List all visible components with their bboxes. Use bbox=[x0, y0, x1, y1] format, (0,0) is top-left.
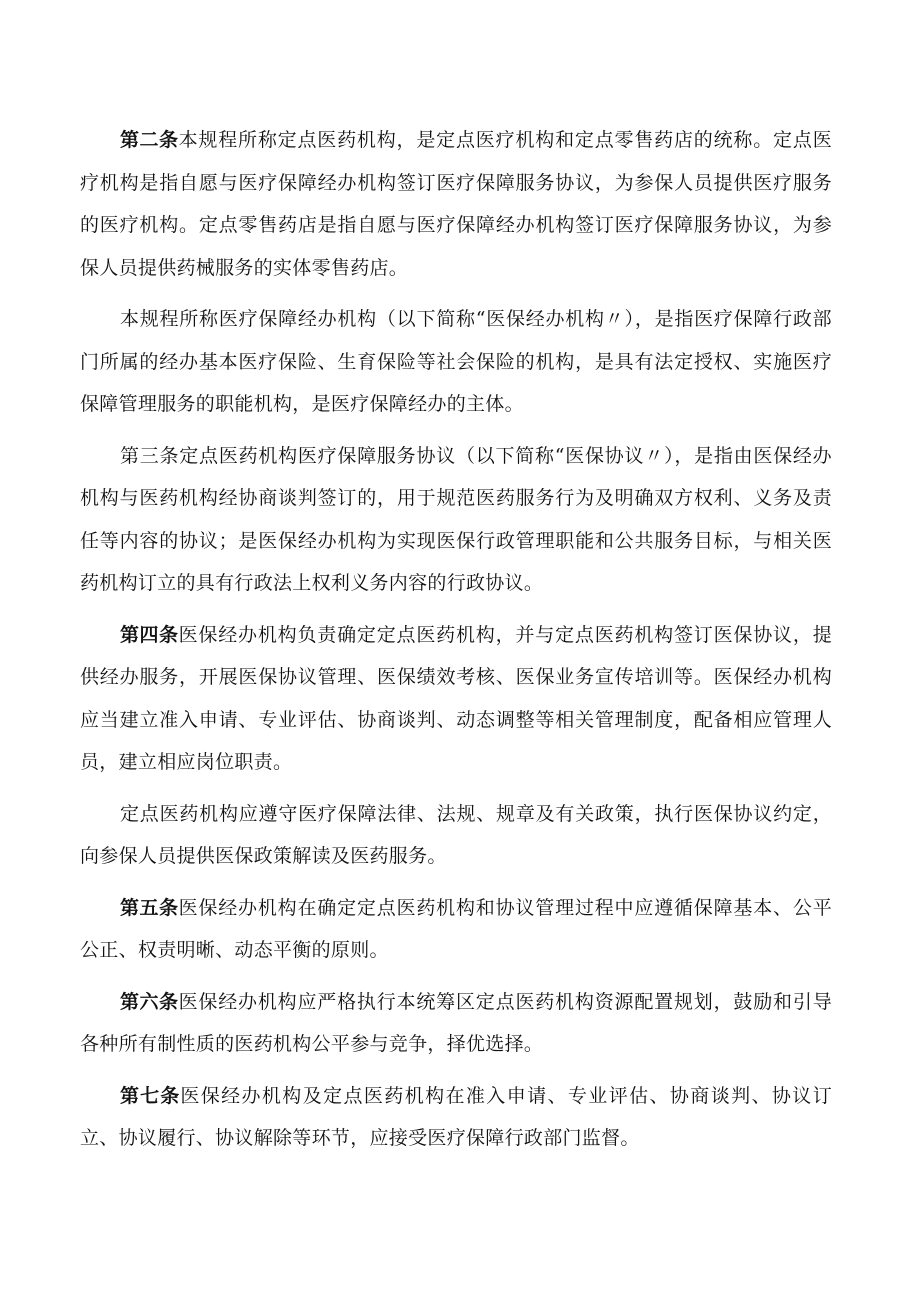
paragraph-article-5 bbox=[80, 887, 832, 972]
paragraph-text: 医保经办机构负责确定定点医药机构，并与定点医药机构签订医保协议，提供经办服务，开展医保协议管理、医保绩效考核、医保业务宣传培训等。医保经办机构应当建立准入申请、专业评估、协商谈判、动态调整等相关管理制度，配备相应管理人员，建立相应岗位职责。 bbox=[80, 623, 832, 773]
paragraph-article-7 bbox=[80, 1075, 832, 1160]
paragraph-text: 本规程所称定点医药机构，是定点医疗机构和定点零售药店的统称。定点医疗机构是指自愿与医疗保障经办机构签订医疗保障服务协议，为参保人员提供医疗服务的医疗机构。定点零售药店是指自愿与医疗保障经办机构签订医疗保障服务协议，为参保人员提供药械服务的实体零售药店。 bbox=[80, 129, 832, 279]
paragraph-article-6 bbox=[80, 981, 832, 1066]
paragraph-text: 定点医药机构应遵守医疗保障法律、法规、规章及有关政策，执行医保协议约定，向参保人员提供医保政策解读及医药服务。 bbox=[80, 802, 832, 867]
paragraph-text: 医保经办机构及定点医药机构在准入申请、专业评估、协商谈判、协议订立、协议履行、协议解除等环节，应接受医疗保障行政部门监督。 bbox=[80, 1084, 832, 1149]
paragraph-text: 医保经办机构应严格执行本统筹区定点医药机构资源配置规划，鼓励和引导各种所有制性质的医药机构公平参与竞争，择优选择。 bbox=[80, 990, 832, 1055]
paragraph-agency-definition bbox=[80, 298, 832, 426]
paragraph-text: 本规程所称医疗保障经办机构（以下简称“医保经办机构〃），是指医疗保障行政部门所属的经办基本医疗保险、生育保险等社会保险的机构，是具有法定授权、实施医疗保障管理服务的职能机构，是医疗保障经办的主体。 bbox=[80, 308, 832, 415]
article-heading: 第四条 bbox=[120, 623, 179, 646]
paragraph-article-2 bbox=[80, 119, 832, 289]
paragraph-article-4 bbox=[80, 614, 832, 784]
article-heading: 第七条 bbox=[120, 1084, 181, 1107]
paragraph-text: 医保经办机构在确定定点医药机构和协议管理过程中应遵循保障基本、公平公正、权责明晰、动态平衡的原则。 bbox=[80, 896, 832, 961]
article-heading: 第六条 bbox=[120, 990, 179, 1013]
article-heading: 第二条 bbox=[120, 129, 179, 151]
paragraph-institution-obligations bbox=[80, 793, 832, 878]
document-page bbox=[80, 119, 832, 1169]
paragraph-text: 第三条定点医药机构医疗保障服务协议（以下简称“医保协议〃），是指由医保经办机构与医药机构经协商谈判签订的，用于规范医药服务行为及明确双方权利、义务及责任等内容的协议；是医保经办机构为实现医保行政管理职能和公共服务目标，与相关医药机构订立的具有行政法上权利义务内容的行政协议。 bbox=[80, 444, 832, 594]
paragraph-article-3 bbox=[80, 435, 832, 605]
article-heading: 第五条 bbox=[120, 896, 179, 919]
